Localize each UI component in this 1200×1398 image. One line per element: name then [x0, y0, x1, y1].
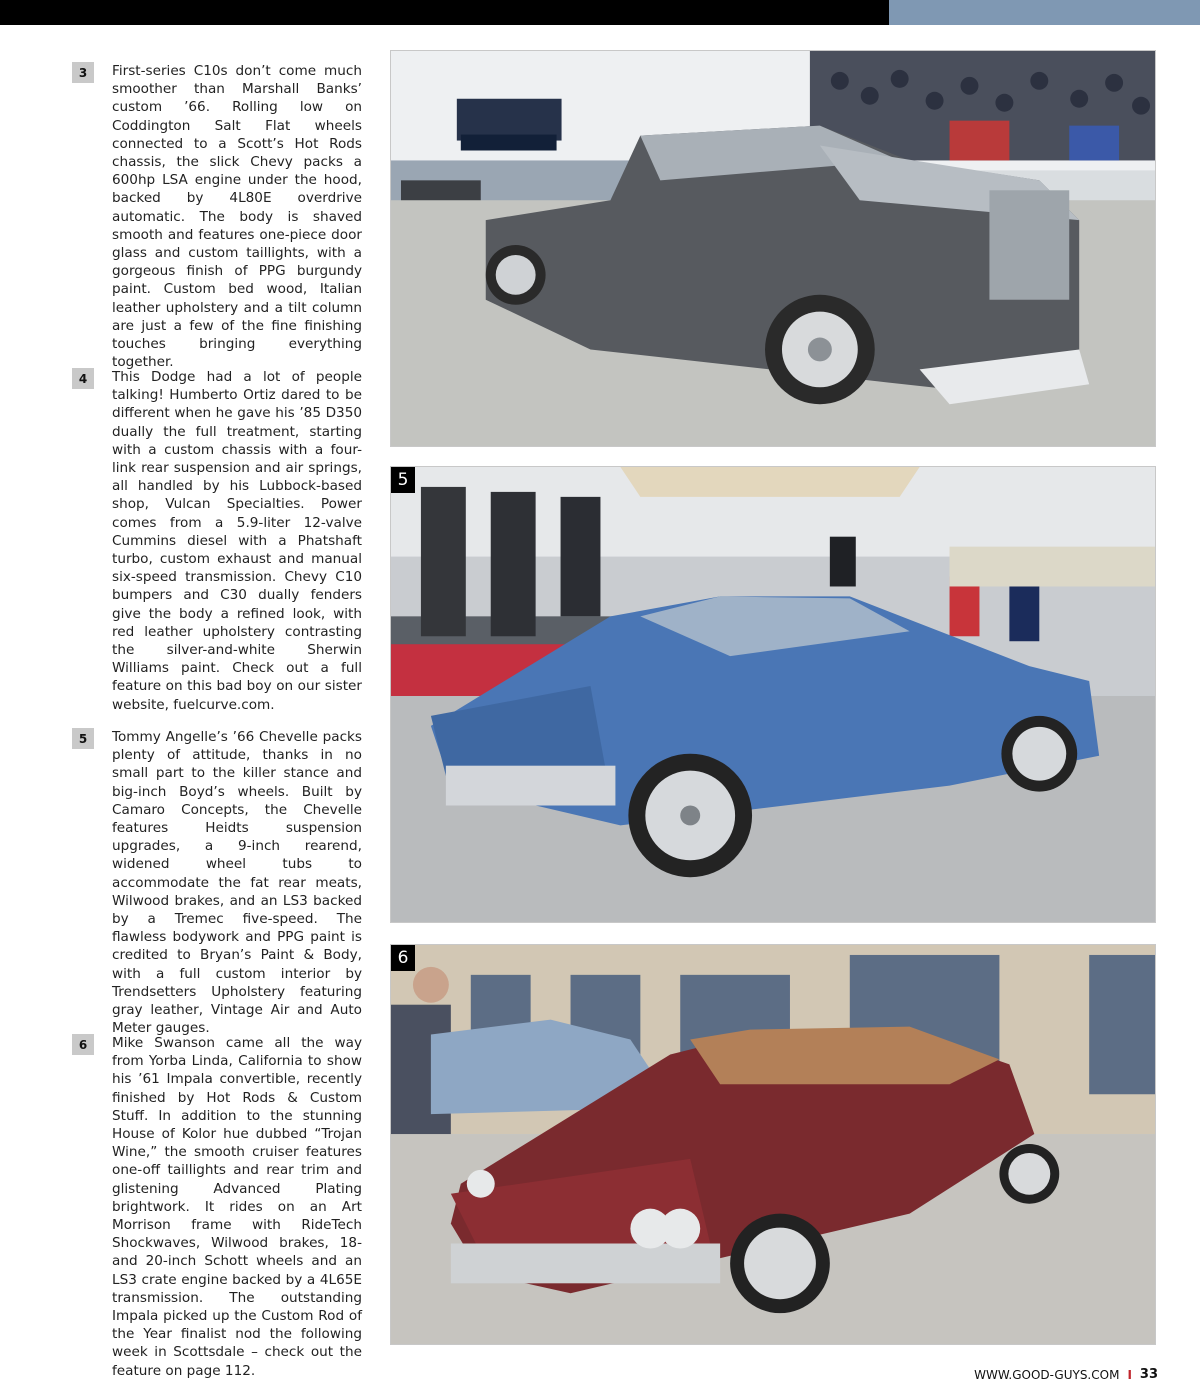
page-number: 33 [1139, 1367, 1158, 1382]
caption-number-4: 4 [72, 368, 94, 389]
caption-text-3: First-series C10s don’t come much smoother than Marshall Banks’ custom ’66. Rolling low on Coddington Salt Flat wheels connected to a Scott’s Hot Rods chassis, the slick Chevy packs a 600hp LSA engine under the hood, backed by 4L80E overdrive automatic. The body is shaved smooth and features one-piece door glass and custom taillights, with a gorgeous finish of PPG burgundy paint. Custom bed wood, Italian leather upholstery and a tilt column are just a few of the fine finishing touches bringing everything together. [112, 63, 362, 371]
caption-entry-5 [72, 728, 370, 1037]
impala-illustration [391, 945, 1155, 1344]
footer-site: WWW.GOOD-GUYS.COM [974, 1367, 1120, 1382]
caption-number-3: 3 [72, 62, 94, 83]
caption-text-4: This Dodge had a lot of people talking! Humberto Ortiz dared to be different when he gave his ’85 D350 dually the full treatment, starting with a custom chassis with a four-link rear suspension and air springs, all handled by his Lubbock-based shop, Vulcan Specialties. Power comes from a 5.9-liter 12-valve Cummins diesel with a Phatshaft turbo, custom exhaust and manual six-speed transmission. Chevy C10 bumpers and C30 dually fenders give the body a refined look, with red leather upholstery contrasting the silver-and-white Sherwin Williams paint. Check out a full feature on this bad boy on our sister website, fuelcurve.com. [112, 369, 362, 713]
dodge-dually-illustration [391, 51, 1155, 446]
photo-chevelle [390, 466, 1156, 923]
chevelle-illustration [391, 467, 1155, 922]
caption-text-5: Tommy Angelle’s ’66 Chevelle packs plenty of attitude, thanks in no small part to the killer stance and big-inch Boyd’s wheels. Built by Camaro Concepts, the Chevelle features Heidts suspension upgrades, a 9-inch rearend, widened wheel tubs to accommodate the fat rear meats, Wilwood brakes, and an LS3 backed by a Tremec five-speed. The flawless bodywork and PPG paint is credited to Bryan’s Paint & Body, with a full custom interior by Trendsetters Upholstery featuring gray leather, Vintage Air and Auto Meter gauges. [112, 729, 362, 1037]
caption-number-6: 6 [72, 1034, 94, 1055]
top-bar-black [0, 0, 889, 25]
caption-number-5: 5 [72, 728, 94, 749]
footer-separator: I [1127, 1367, 1132, 1382]
caption-entry-3 [72, 62, 370, 371]
photo-number-6: 6 [391, 945, 415, 971]
caption-entry-6 [72, 1034, 370, 1380]
photo-impala [390, 944, 1156, 1345]
caption-entry-4 [72, 368, 370, 714]
caption-text-6: Mike Swanson came all the way from Yorba Linda, California to show his ’61 Impala convertible, recently finished by Hot Rods & Custom Stuff. In addition to the stunning House of Kolor hue dubbed “Trojan Wine,” the smooth cruiser features one-off taillights and rear trim and glistening Advanced Plating brightwork. It rides on an Art Morrison frame with RideTech Shockwaves, Wilwood brakes, 18- and 20-inch Schott wheels and an LS3 crate engine backed by a 4L65E transmission. The outstanding Impala picked up the Custom Rod of the Year finalist nod the following week in Scottsdale – check out the feature on page 112. [112, 1035, 362, 1379]
photo-dodge-dually [390, 50, 1156, 447]
page-footer [974, 1367, 1158, 1382]
top-bar-blue [889, 0, 1200, 25]
photo-number-5: 5 [391, 467, 415, 493]
